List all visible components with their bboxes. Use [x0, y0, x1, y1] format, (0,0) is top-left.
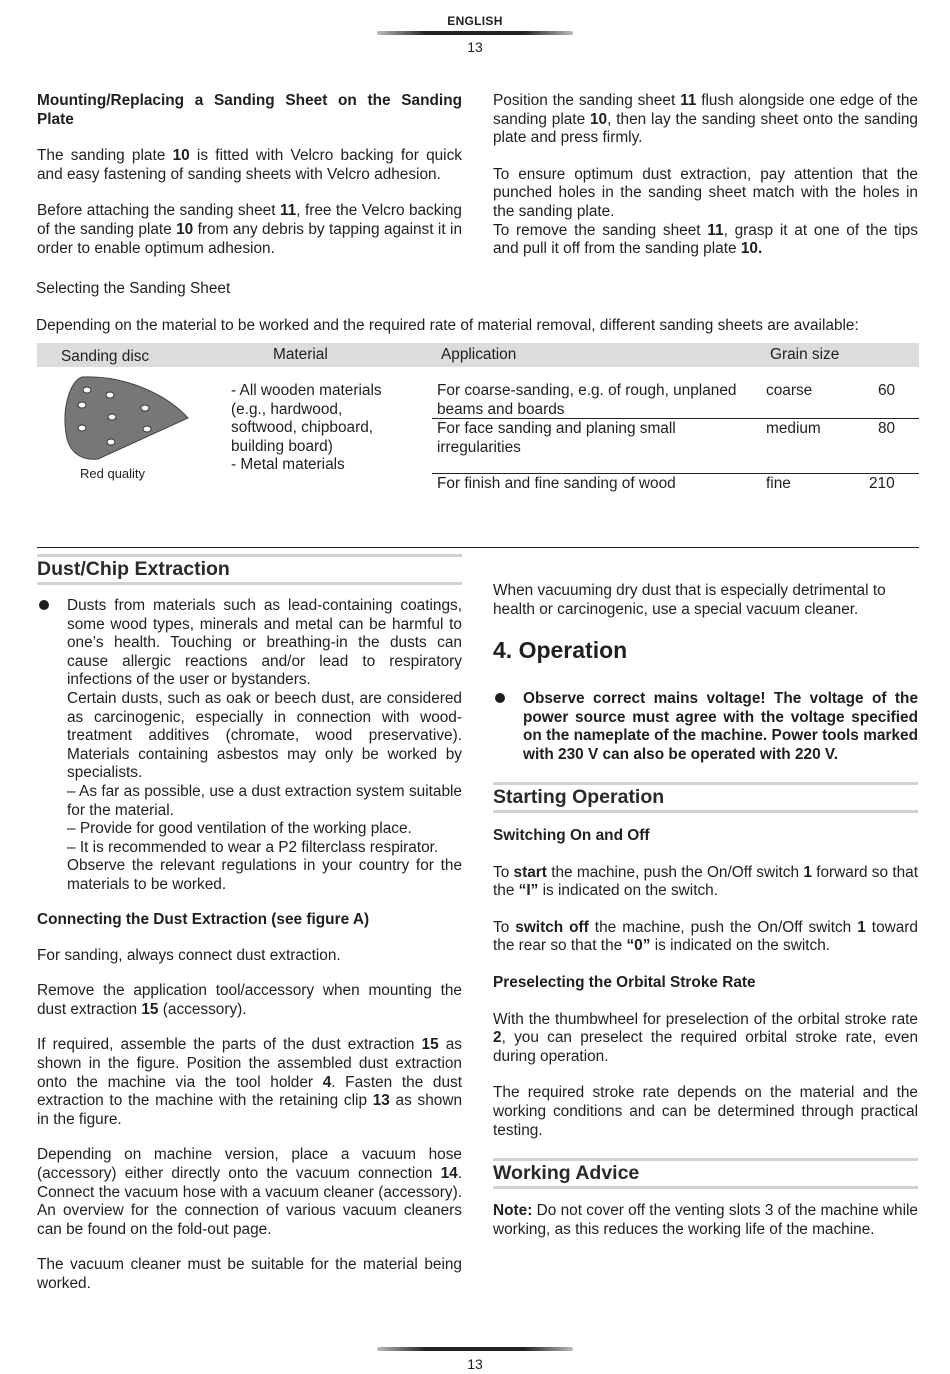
table-row-divider [432, 418, 919, 419]
mounting-right-column [493, 92, 918, 259]
selecting-intro: Depending on the material to be worked and the required rate of material removal, different sanding sheets are available: [36, 317, 859, 334]
mounting-right-paragraph-3: To remove the sanding sheet 11, grasp it at one of the tips and pull it off from the sanding plate 10. [493, 221, 918, 258]
disc-caption: Red quality [80, 466, 146, 481]
mounting-right-paragraph-2: To ensure optimum dust extraction, pay attention that the punched holes in the sanding sheet match with the holes in the sanding plate. [493, 165, 918, 220]
header-sanding-disc: Sanding disc [61, 348, 150, 365]
preselect-paragraph-2: The required stroke rate depends on the material and the working conditions and can be determined through practical testing. [493, 1084, 918, 1139]
connecting-section [37, 911, 462, 1294]
header-material: Material [273, 346, 328, 363]
mounting-paragraph-2: Before attaching the sanding sheet 11, free the Velcro backing of the sanding plate 10 from any debris by tapping against it in order to enable optimum adhesion. [37, 202, 463, 257]
preselect-title: Preselecting the Orbital Stroke Rate [493, 973, 756, 991]
row-3-value: 210 [869, 475, 895, 492]
section-divider [37, 547, 919, 548]
dust-title-rule-bottom [37, 582, 462, 585]
switching-title: Switching On and Off [493, 827, 650, 844]
switch-on-paragraph: To start the machine, push the On/Off switch 1 forward so that the “I” is indicated on the switch. [493, 863, 919, 900]
operation-warning [493, 690, 918, 764]
connecting-title: Connecting the Dust Extraction (see figure A) [37, 911, 370, 928]
operation-title: 4. Operation [493, 637, 628, 663]
advice-title: Working Advice [493, 1162, 640, 1184]
advice-note: Note: Do not cover off the venting slots 3 of the machine while working, as this reduces the working life of the machine. [493, 1202, 918, 1238]
bullet-icon [495, 693, 505, 703]
dust-title: Dust/Chip Extraction [37, 558, 230, 580]
footer-divider [377, 1347, 573, 1351]
mounting-paragraph-1: The sanding plate 10 is fitted with Velcro backing for quick and easy fastening of sanding sheets with Velcro adhesion. [37, 147, 462, 183]
row-3-application: For finish and fine sanding of wood [437, 475, 676, 492]
vacuum-note: When vacuuming dry dust that is especially detrimental to health or carcinogenic, use a special vacuum cleaner. [493, 582, 886, 618]
starting-section [493, 827, 918, 1140]
table-row-divider [432, 473, 919, 474]
connecting-paragraph-2: Remove the application tool/accessory when mounting the dust extraction 15 (accessory). [37, 982, 462, 1018]
connecting-paragraph-3: If required, assemble the parts of the dust extraction 15 as shown in the figure. Position the assembled dust extraction onto the machine via the tool holder 4. Fasten the dust extraction to the machine with the retaining clip 13 as shown in the figure. [37, 1036, 463, 1128]
mounting-left-column [37, 92, 462, 258]
row-3-grain: fine [766, 475, 791, 492]
mounting-right-paragraph-1: Position the sanding sheet 11 flush alongside one edge of the sanding plate 10, then lay the sanding sheet onto the sanding plate and press firmly. [493, 92, 918, 147]
row-1-grain: coarse [766, 382, 813, 399]
dust-warning [37, 597, 462, 895]
row-1-value: 60 [878, 382, 896, 399]
footer-page-number: 13 [467, 1356, 483, 1372]
connecting-paragraph-1: For sanding, always connect dust extraction. [37, 946, 341, 964]
header-page-number: 13 [467, 39, 483, 55]
switch-off-paragraph: To switch off the machine, push the On/Off switch 1 toward the rear so that the “0” is indicated on the switch. [493, 918, 918, 955]
header-grain-size: Grain size [770, 346, 840, 363]
selecting-title: Selecting the Sanding Sheet [36, 280, 231, 297]
dust-warning-item: Dusts from materials such as lead-containing coatings, some wood types, minerals and metal can be harmful to one’s health. Touching or breathing-in the dusts can cause allergic reactions and/or lead to respiratory infections of the user or bystanders. Certain dusts, such as oak or beech dust, are considered as carcinogenic, especially in connection with wood-treatment additives (chromate, wood preservative). Materials containing asbestos may only be worked by specialists. – As far as possible, use a dust extraction system suitable for the material. – Provide for good ventilation of the working place. – It is recommended to wear a P2 filterclass respirator. Observe the relevant regulations in your country for the materials to be worked. [37, 597, 462, 895]
header-application: Application [441, 346, 517, 363]
sanding-disc-illustration [60, 373, 195, 468]
row-1-application: For coarse-sanding, e.g. of rough, unplaned beams and boards [437, 382, 737, 418]
row-2-application: For face sanding and planing small irregularities [437, 420, 676, 456]
header-language: ENGLISH [447, 14, 503, 28]
connecting-paragraph-4: Depending on machine version, place a vacuum hose (accessory) either directly onto the vacuum connection 14. Connect the vacuum hose with a vacuum cleaner (accessory). An overview for the connection of various vacuum cleaners can be found on the fold-out page. [37, 1146, 462, 1238]
sanding-table-header [37, 343, 919, 367]
preselect-paragraph-1: With the thumbwheel for preselection of the orbital stroke rate 2, you can preselect the required orbital stroke rate, even during operation. [493, 1010, 918, 1065]
row-2-value: 80 [878, 420, 896, 437]
voltage-warning: Observe correct mains voltage! The voltage of the power source must agree with the voltage specified on the nameplate of the machine. Power tools marked with 230 V can also be operated with 220 V. [493, 690, 918, 764]
advice-rule-bottom [493, 1186, 918, 1189]
header-divider [377, 31, 573, 35]
starting-rule-bottom [493, 810, 918, 813]
material-cell: - All wooden materials (e.g., hardwood, softwood, chipboard, building board) - Metal materials [231, 382, 382, 474]
bullet-icon [39, 600, 49, 610]
connecting-paragraph-5: The vacuum cleaner must be suitable for the material being worked. [37, 1256, 462, 1292]
starting-title: Starting Operation [493, 786, 665, 808]
row-2-grain: medium [766, 420, 821, 437]
mounting-title: Mounting/Replacing a Sanding Sheet on the Sanding Plate [37, 92, 462, 128]
